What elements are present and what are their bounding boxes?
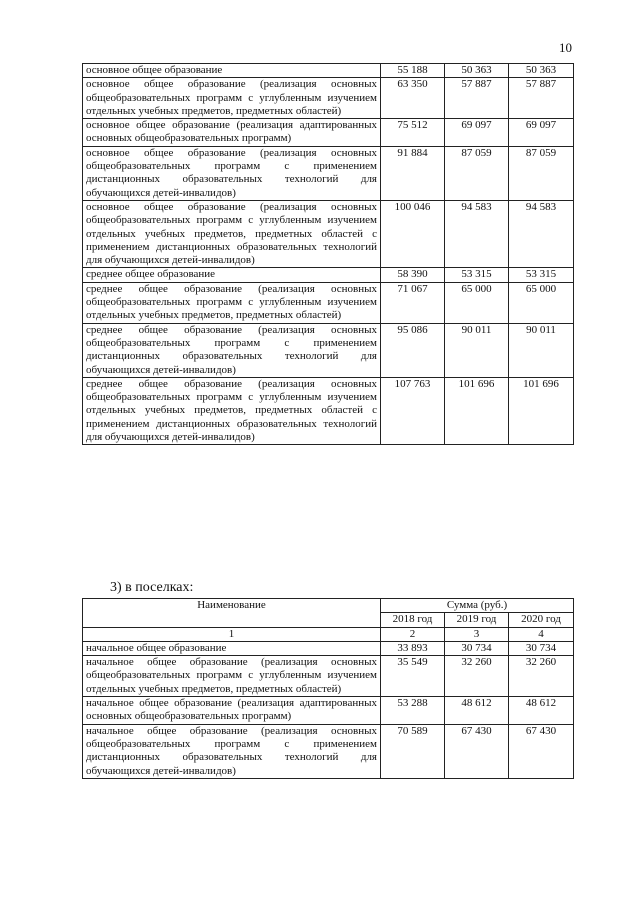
table-row — [83, 268, 574, 282]
value-2019: 30 734 — [445, 641, 509, 655]
header-year-2018: 2018 год — [381, 613, 445, 627]
funding-table-settlements-body — [83, 641, 574, 778]
row-name: основное общее образование (реализация основных общеобразовательных программ с углубленным изучением отдельных учебных предметов, предметных областей с применением дистанционных образовательных технологий для обучающихся детей-инвалидов) — [83, 200, 381, 267]
row-name: основное общее образование (реализация основных общеобразовательных программ с применением дистанционных образовательных технологий для обучающихся детей-инвалидов) — [83, 146, 381, 200]
value-2019: 53 315 — [445, 268, 509, 282]
row-name: начальное общее образование (реализация основных общеобразовательных программ с углубленным изучением отдельных учебных предметов, предметных областей) — [83, 656, 381, 697]
row-name: начальное общее образование (реализация основных общеобразовательных программ с применением дистанционных образовательных технологий для обучающихся детей-инвалидов) — [83, 724, 381, 778]
value-2020: 90 011 — [509, 323, 574, 377]
row-name: среднее общее образование (реализация основных общеобразовательных программ с углубленным изучением отдельных учебных предметов, предметных областей) — [83, 282, 381, 323]
value-2020: 32 260 — [509, 656, 574, 697]
table-header — [83, 599, 574, 642]
value-2020: 57 887 — [509, 78, 574, 119]
value-2019: 90 011 — [445, 323, 509, 377]
table-row — [83, 697, 574, 725]
table-row — [83, 724, 574, 778]
table-row — [83, 282, 574, 323]
column-number-2: 2 — [381, 627, 445, 641]
value-2019: 69 097 — [445, 119, 509, 147]
value-2020: 50 363 — [509, 64, 574, 78]
table-row — [83, 64, 574, 78]
value-2020: 69 097 — [509, 119, 574, 147]
value-2018: 35 549 — [381, 656, 445, 697]
funding-table-continued-body — [83, 64, 574, 445]
section-title: 3) в поселках: — [110, 580, 194, 595]
header-year-2020: 2020 год — [509, 613, 574, 627]
value-2018: 70 589 — [381, 724, 445, 778]
value-2019: 57 887 — [445, 78, 509, 119]
header-row — [83, 599, 574, 613]
row-name: среднее общее образование (реализация основных общеобразовательных программ с углубленным изучением отдельных учебных предметов, предметных областей с применением дистанционных образовательных технологий для обучающихся детей-инвалидов) — [83, 377, 381, 444]
value-2020: 87 059 — [509, 146, 574, 200]
value-2020: 67 430 — [509, 724, 574, 778]
row-name: среднее общее образование (реализация основных общеобразовательных программ с применением дистанционных образовательных технологий для обучающихся детей-инвалидов) — [83, 323, 381, 377]
value-2018: 33 893 — [381, 641, 445, 655]
header-sum: Сумма (руб.) — [381, 599, 574, 613]
table-row — [83, 641, 574, 655]
row-name: основное общее образование (реализация адаптированных основных общеобразовательных программ) — [83, 119, 381, 147]
value-2019: 48 612 — [445, 697, 509, 725]
value-2019: 87 059 — [445, 146, 509, 200]
value-2018: 53 288 — [381, 697, 445, 725]
value-2020: 53 315 — [509, 268, 574, 282]
row-name: основное общее образование — [83, 64, 381, 78]
header-year-2019: 2019 год — [445, 613, 509, 627]
column-number-1: 1 — [83, 627, 381, 641]
table-row — [83, 656, 574, 697]
funding-table-continued — [82, 63, 574, 445]
value-2019: 94 583 — [445, 200, 509, 267]
row-name: основное общее образование (реализация основных общеобразовательных программ с углубленным изучением отдельных учебных предметов, предметных областей) — [83, 78, 381, 119]
table-row — [83, 377, 574, 444]
value-2019: 50 363 — [445, 64, 509, 78]
value-2019: 32 260 — [445, 656, 509, 697]
column-number-4: 4 — [509, 627, 574, 641]
row-name: среднее общее образование — [83, 268, 381, 282]
value-2018: 107 763 — [381, 377, 445, 444]
value-2018: 100 046 — [381, 200, 445, 267]
value-2018: 91 884 — [381, 146, 445, 200]
value-2018: 55 188 — [381, 64, 445, 78]
funding-table-settlements — [82, 598, 574, 779]
table-row — [83, 146, 574, 200]
row-name: начальное общее образование — [83, 641, 381, 655]
page-number: 10 — [559, 40, 572, 55]
value-2018: 71 067 — [381, 282, 445, 323]
value-2019: 65 000 — [445, 282, 509, 323]
value-2018: 58 390 — [381, 268, 445, 282]
header-name: Наименование — [83, 599, 381, 628]
table-row — [83, 119, 574, 147]
value-2020: 30 734 — [509, 641, 574, 655]
value-2019: 67 430 — [445, 724, 509, 778]
column-number-row — [83, 627, 574, 641]
value-2018: 63 350 — [381, 78, 445, 119]
table-row — [83, 78, 574, 119]
value-2019: 101 696 — [445, 377, 509, 444]
table-row — [83, 200, 574, 267]
value-2020: 65 000 — [509, 282, 574, 323]
value-2018: 95 086 — [381, 323, 445, 377]
row-name: начальное общее образование (реализация адаптированных основных общеобразовательных программ) — [83, 697, 381, 725]
table-row — [83, 323, 574, 377]
value-2020: 94 583 — [509, 200, 574, 267]
value-2018: 75 512 — [381, 119, 445, 147]
value-2020: 48 612 — [509, 697, 574, 725]
value-2020: 101 696 — [509, 377, 574, 444]
column-number-3: 3 — [445, 627, 509, 641]
